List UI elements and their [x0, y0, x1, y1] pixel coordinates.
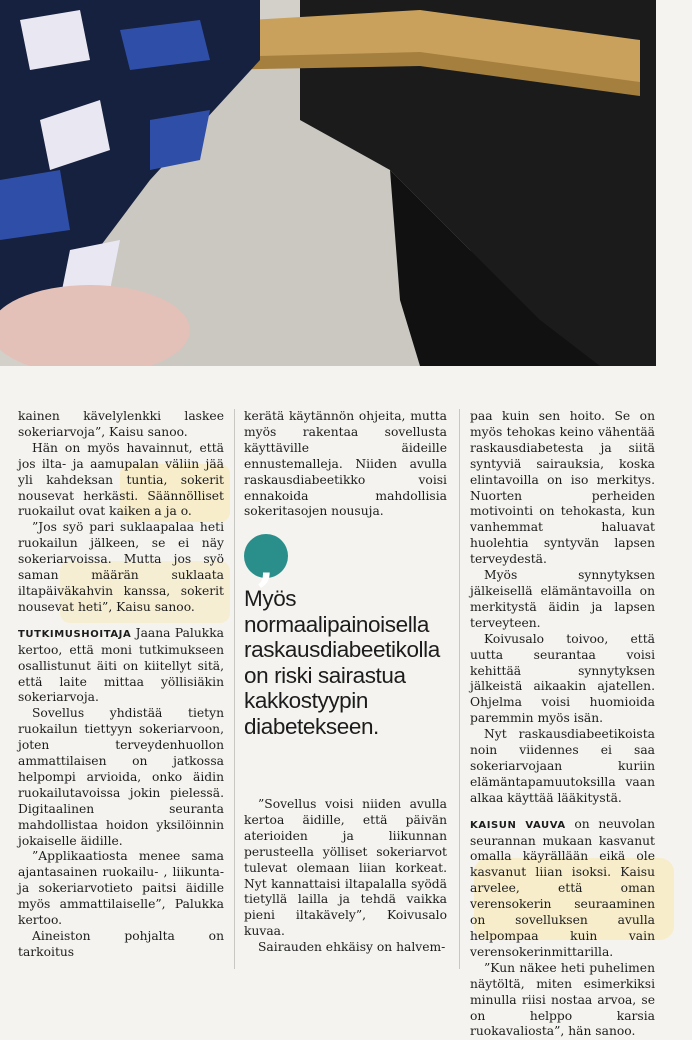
paragraph-text: on neuvolan seurannan mukaan kasvanut omalla käyrällään eikä ole kasvanut liian isoksi. Kaisu arvelee, että oman verensokerin seuraaminen on sovelluksen avulla helpompaa kuin vain verensokerinmittarilla. [470, 816, 655, 959]
pull-quote-text: Myös normaalipainoisella raskausdiabeetikolla on riski sairastua kakkostyypin diabetekseen. [244, 586, 440, 739]
paragraph: kerätä käytännön ohjeita, mutta myös rakentaa sovellusta käyttäville äideille ennustemalleja. Niiden avulla raskausdiabeetikko voisi ennakoida mahdollisia sokeritasojen nousuja. [244, 409, 447, 519]
paragraph: ”Sovellus voisi niiden avulla kertoa äidille, että päivän aterioiden ja liikunnan perusteella yölliset sokeriarvot tulevat olemaan liian korkeat. Nyt kannattaisi iltapalalla syödä tietyllä lailla ja tehdä vaikka pieni iltakävely”, Koivusalo kuvaa. [244, 797, 447, 939]
column-divider [234, 409, 235, 969]
pull-quote [244, 534, 449, 739]
article-photo [0, 0, 656, 366]
article-column-3 [470, 409, 655, 1040]
paragraph-with-lead [18, 626, 224, 707]
paragraph: ”Jos syö pari suklaapalaa heti ruokailun jälkeen, se ei näy sokeriarvoissa. Mutta jos syö saman määrän suklaata iltapäiväkahvin kanssa, sokerit nousevat heti”, Kaisu sanoo. [18, 520, 224, 614]
paragraph: kainen kävelylenkki laskee sokeriarvoja”, Kaisu sanoo. [18, 409, 224, 439]
paragraph: ”Kun näkee heti puhelimen näytöltä, miten esimerkiksi minulla riisi nostaa arvoa, se on helppo karsia ruokavaliosta”, hän sanoo. [470, 960, 655, 1039]
paragraph: Hän on myös havainnut, että jos ilta- ja aamupalan väliin jää yli kahdeksan tuntia, sokerit nousevat herkästi. Säännölliset ruokailut ovat kaiken a ja o. [18, 440, 224, 519]
paragraph: ”Applikaatiosta menee sama ajantasainen ruokailu- , liikunta- ja sokeriarvotieto paitsi äidille myös ammattilaiselle”, Palukka kertoo. [18, 849, 224, 928]
article-column-2 [244, 409, 447, 520]
paragraph: Myös synnytyksen jälkeisellä elämäntavoilla on merkitystä äidin ja lapsen terveyteen. [470, 568, 655, 630]
paragraph: Sairauden ehkäisy on halvem- [258, 940, 446, 955]
paragraph: Koivusalo toivoo, että uutta seurantaa voisi kehittää synnytyksen jälkeistä aikaakin ajatellen. Ohjelma voisi huomioida paremmin myös isän. [470, 631, 655, 726]
paragraph: Nyt raskausdiabeetikoista noin viidennes ei saa sokeriarvojaan kuriin elämäntapamuutoksilla vaan alkaa käyttää lääkitystä. [470, 727, 655, 805]
quote-mark-icon: , [244, 534, 288, 578]
page-margin [656, 0, 692, 1000]
paragraph: Aineiston pohjalta on tarkoitus [18, 929, 224, 959]
column-divider [459, 409, 460, 969]
article-column-1 [18, 409, 224, 961]
lead-in: TUTKIMUSHOITAJA [18, 628, 132, 640]
article-column-2-lower [244, 797, 447, 956]
paragraph-text: Jaana Palukka kertoo, että moni tutkimukseen osallistunut äiti on kiitellyt sitä, että laite mittaa yöllisiäkin sokeriarvoja. [18, 625, 224, 705]
paragraph: Sovellus yhdistää tietyn ruokailun tiettyyn sokeriarvoon, joten terveydenhuollon ammattilaisen on jatkossa helpompi arvioida, onko äidin ruokailutavoissa jokin pielessä. Digitaalinen seuranta mahdollistaa hoidon yksilöinnin jokaiselle äidille. [18, 706, 224, 848]
paragraph-with-lead [470, 817, 655, 961]
photo-illustration [0, 0, 656, 366]
paragraph: paa kuin sen hoito. Se on myös tehokas keino vähentää raskausdiabetesta ja siitä syntyviä sairauksia, koska elintavoilla on iso merkitys. Nuorten perheiden motivointi on tehokasta, kun vanhemmat haluavat huolehtia syntyvän lapsen terveydestä. [470, 409, 655, 567]
lead-in: KAISUN VAUVA [470, 819, 566, 831]
